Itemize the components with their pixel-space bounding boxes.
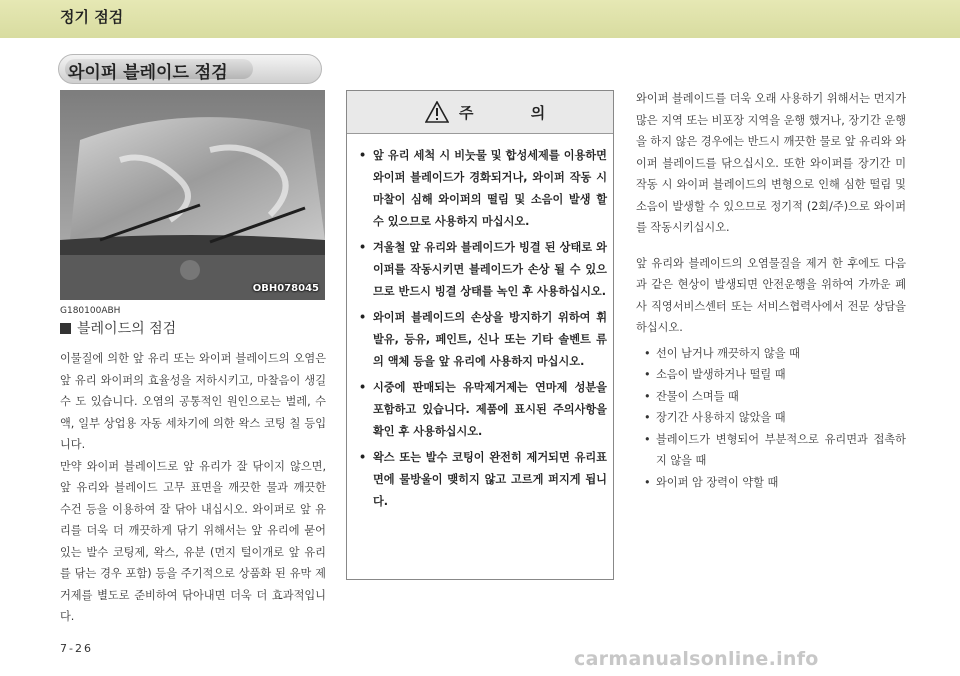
watermark: carmanualsonline.info (574, 648, 819, 670)
symptom-item: • 와이퍼 암 장력이 약할 때 (636, 472, 906, 494)
caution-title: 주 의 (459, 104, 572, 122)
right-body-text (636, 88, 906, 493)
page-header-title: 정기 점검 (60, 8, 124, 26)
symptom-item: • 장기간 사용하지 않았을 때 (636, 407, 906, 429)
windshield-illustration (60, 90, 325, 300)
warning-triangle-icon (425, 101, 449, 123)
left-paragraph: 만약 와이퍼 블레이드로 앞 유리가 잘 닦이지 않으면, 앞 유리와 블레이드 고무 표면을 깨끗한 물과 깨끗한 수건 등을 이용하여 잘 닦아 내십시오. 와이퍼로 앞 유리를 더욱 더 깨끗하게 닦기 위해서는 앞 유리에 묻어 있는 발수 코팅제, 왁스, 유분 (먼지 털이개로 앞 유리를 닦는 경우 포함) 등을 주기적으로 상품화 된 유막 제거제를 별도로 준비하여 닦아내면 더욱 더 효과적입니다. (60, 459, 326, 623)
caution-header (347, 91, 613, 134)
right-paragraph: 와이퍼 블레이드를 더욱 오래 사용하기 위해서는 먼지가 많은 지역 또는 비포장 지역을 운행 했거나, 장기간 운행을 하지 않은 경우에는 반드시 깨끗한 물로 앞 유리와 와이퍼 블레이드를 닦으십시오. 또한 와이퍼를 장기간 미 작동 시 와이퍼 블레이드의 변형으로 인해 심한 떨림 및 소음이 발생할 수 있으므로 정기적 (2회/주)으로 와이퍼를 작동시키십시오. (636, 92, 906, 234)
subheading-text: 블레이드의 점검 (77, 321, 177, 337)
symptom-item: • 소음이 발생하거나 떨릴 때 (636, 364, 906, 386)
caution-item: • 시중에 판매되는 유막제거제는 연마제 성분을 포함하고 있습니다. 제품에 표시된 주의사항을 확인 후 사용하십시오. (357, 377, 607, 443)
caution-item: • 왁스 또는 발수 코팅이 완전히 제거되면 유리표면에 물방울이 맺히지 않고 고르게 퍼지게 됩니다. (357, 447, 607, 513)
windshield-photo (60, 90, 325, 300)
symptom-list (636, 343, 906, 494)
left-body-text (60, 348, 326, 628)
symptom-item: • 선이 남거나 깨끗하지 않을 때 (636, 343, 906, 365)
symptom-item: • 잔물이 스며들 때 (636, 386, 906, 408)
caution-item: • 앞 유리 세척 시 비눗물 및 합성세제를 이용하면 와이퍼 블레이드가 경화되거나, 와이퍼 작동 시 마찰이 심해 와이퍼의 떨림 및 소음이 발생 할 수 있으므로 사용하지 마십시오. (357, 145, 607, 233)
square-bullet-icon (60, 323, 71, 334)
section-title: 와이퍼 블레이드 점검 (68, 63, 228, 83)
caution-list (357, 145, 607, 517)
figure-code: OBH078045 (252, 283, 319, 294)
subheading (60, 318, 176, 338)
symptom-item: • 블레이드가 변형되어 부분적으로 유리면과 접촉하지 않을 때 (636, 429, 906, 472)
caution-item: • 겨울철 앞 유리와 블레이드가 빙결 된 상태로 와이퍼를 작동시키면 블레이드가 손상 될 수 있으므로 반드시 빙결 상태를 녹인 후 사용하십시오. (357, 237, 607, 303)
right-paragraph: 앞 유리와 블레이드의 오염물질을 제거 한 후에도 다음과 같은 현상이 발생되면 안전운행을 위하여 가까운 폐사 직영서비스센터 또는 서비스협력사에서 전문 상담을 하십시오. (636, 256, 906, 334)
page-number: 7-26 (60, 642, 93, 655)
document-code: G180100ABH (60, 306, 121, 316)
caution-box (346, 90, 614, 580)
caution-item: • 와이퍼 블레이드의 손상을 방지하기 위하여 휘발유, 등유, 페인트, 신나 또는 기타 솔벤트 류의 액체 등을 앞 유리에 사용하지 마십시오. (357, 307, 607, 373)
left-paragraph: 이물질에 의한 앞 유리 또는 와이퍼 블레이드의 오염은 앞 유리 와이퍼의 효율성을 저하시키고, 마찰음이 생길 수 도 있습니다. 오염의 공통적인 원인으로는 벌레, 수액, 일부 상업용 자동 세차기에 의한 왁스 코팅 칠 등입니다. (60, 352, 326, 451)
header-bar (0, 0, 960, 38)
